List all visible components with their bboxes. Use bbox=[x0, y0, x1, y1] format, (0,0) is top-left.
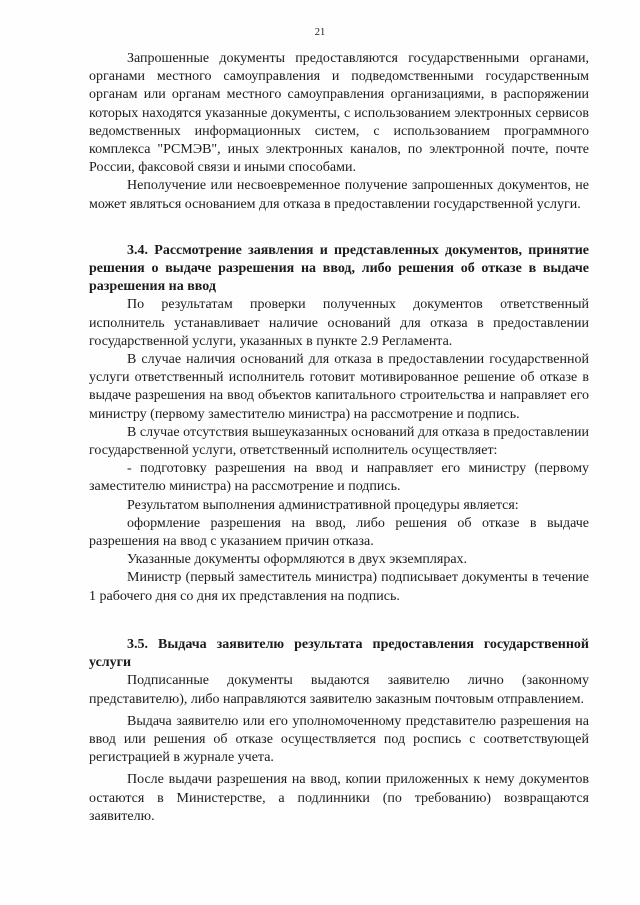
paragraph-minister-signs: Министр (первый заместитель министра) подписывает документы в течение 1 рабочего дня со дня их представления на подпись. bbox=[89, 570, 589, 604]
page-number: 21 bbox=[314, 27, 326, 38]
paragraph-documents-issued: Подписанные документы выдаются заявителю лично (законному представителю), либо направляются заявителю заказным почтовым отправлением. bbox=[89, 673, 589, 707]
paragraph-two-copies: Указанные документы оформляются в двух экземплярах. bbox=[127, 552, 468, 568]
paragraph-issue-signature: Выдача заявителю или его уполномоченному представителю разрешения на ввод или решения об отказе осуществляется под роспись с соответствующей регистрацией в журнале учета. bbox=[89, 713, 589, 766]
paragraph-refusal-grounds: В случае наличия оснований для отказа в предоставлении государственной услуги ответственный исполнитель готовит мотивированное решение об отказе в выдаче разрешения на ввод объектов капитального строительства и направляет его министру (первому заместителю министра) на рассмотрение и подпись. bbox=[89, 352, 589, 422]
document-body bbox=[89, 50, 589, 826]
paragraph-copies-retained: После выдачи разрешения на ввод, копии приложенных к нему документов остаются в Министерстве, а подлинники (по требованию) возвращаются заявителю. bbox=[89, 772, 589, 824]
paragraph-requested-documents: Запрошенные документы предоставляются государственными органами, органами местного самоуправления и подведомственными государственным органам или органам местного самоуправления организациями, в распоряжении которых находятся указанные документы, с использованием электронных сервисов ведомственных информационных систем, с использованием программного комплекса "РСМЭВ", иных электронных каналов, по электронной почте, почте России, факсовой связи и иными способами. bbox=[89, 51, 589, 176]
paragraph-procedure-result: Результатом выполнения административной процедуры является: bbox=[127, 497, 519, 513]
section-heading-3-5: 3.5. Выдача заявителю результата предоставления государственной услуги bbox=[89, 636, 589, 671]
paragraph-no-grounds: В случае отсутствия вышеуказанных оснований для отказа в предоставлении государственной услуги, ответственный исполнитель осуществляет: bbox=[89, 424, 589, 459]
paragraph-prepare-permit: - подготовку разрешения на ввод и направляет его министру (первому заместителю министра) на рассмотрение и подпись. bbox=[89, 461, 589, 495]
section-heading-3-4: 3.4. Рассмотрение заявления и представленных документов, принятие решения о выдаче разрешения на ввод, либо решения об отказе в выдаче разрешения на ввод bbox=[89, 242, 589, 295]
paragraph-check-results: По результатам проверки полученных документов ответственный исполнитель устанавливает наличие оснований для отказа в предоставлении государственной услуги, указанных в пункте 2.9 Регламента. bbox=[89, 297, 589, 349]
paragraph-non-receipt: Неполучение или несвоевременное получение запрошенных документов, не может являться основанием для отказа в предоставлении государственной услуги. bbox=[89, 178, 589, 212]
paragraph-result-content: оформление разрешения на ввод, либо решения об отказе в выдаче разрешения на ввод с указанием причин отказа. bbox=[89, 515, 589, 550]
